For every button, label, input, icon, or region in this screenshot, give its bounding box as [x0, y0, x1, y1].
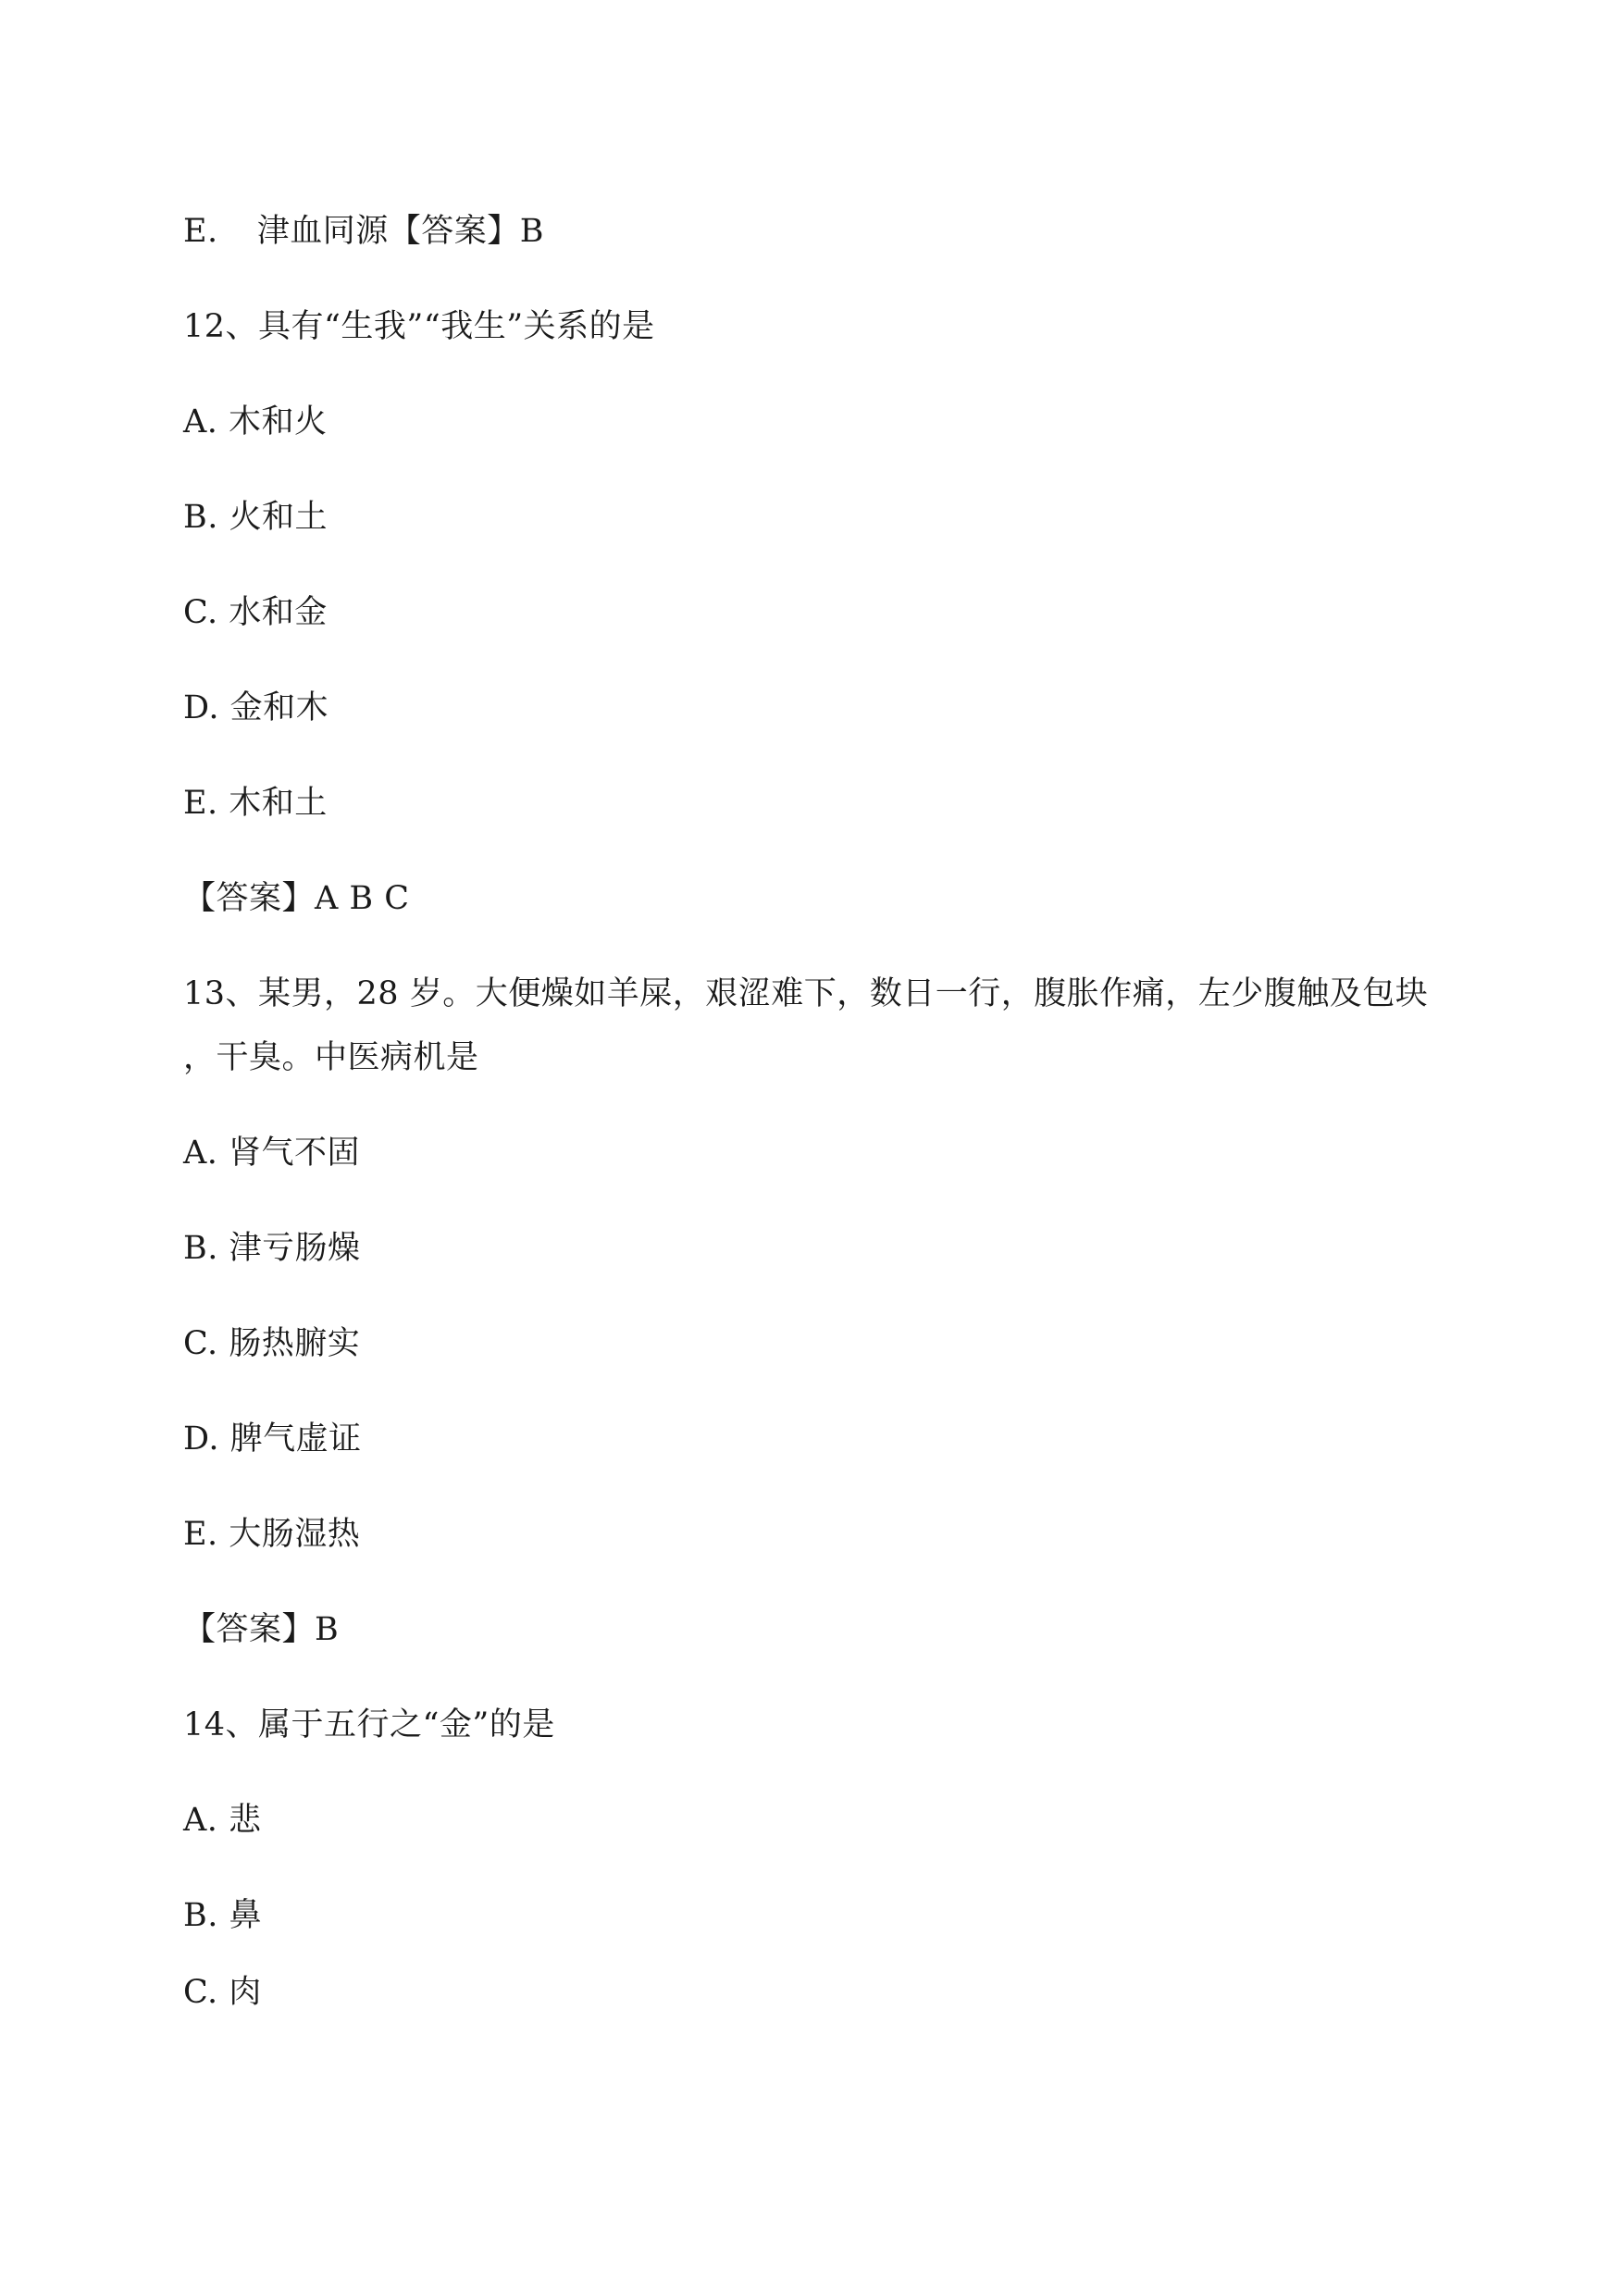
q13-stem-line2: ，干臭。中医病机是	[183, 1039, 479, 1076]
q11-option-e-text: 津血同源【答案】B	[256, 213, 544, 250]
q14-stem: 14、属于五行之“金”的是	[183, 1706, 555, 1743]
q11-option-e-label: E.	[183, 213, 218, 250]
q13-option-c: C. 肠热腑实	[183, 1325, 361, 1362]
q14-option-a: A. 悲	[183, 1802, 262, 1839]
q14-option-c: C. 肉	[183, 1974, 262, 2011]
q13-answer: 【答案】B	[183, 1611, 340, 1648]
q12-option-c: C. 水和金	[183, 594, 328, 631]
q13-option-e: E. 大肠湿热	[183, 1516, 361, 1553]
q12-option-a: A. 木和火	[183, 403, 328, 440]
q13-option-a: A. 肾气不固	[183, 1135, 361, 1172]
q12-stem: 12、具有“生我”“我生”关系的是	[183, 308, 655, 345]
q12-option-b: B. 火和土	[183, 499, 328, 536]
q13-option-d: D. 脾气虚证	[183, 1420, 362, 1458]
q13-stem-line1: 13、某男，28 岁。大便燥如羊屎，艰涩难下，数日一行，腹胀作痛，左少腹触及包块	[183, 975, 1429, 1012]
q12-answer: 【答案】A B C	[183, 880, 410, 917]
q12-option-d: D. 金和木	[183, 689, 329, 726]
q13-option-b: B. 津亏肠燥	[183, 1230, 361, 1267]
q11-option-e	[183, 213, 544, 250]
q14-option-b: B. 鼻	[183, 1897, 262, 1934]
q12-option-e: E. 木和土	[183, 785, 328, 822]
